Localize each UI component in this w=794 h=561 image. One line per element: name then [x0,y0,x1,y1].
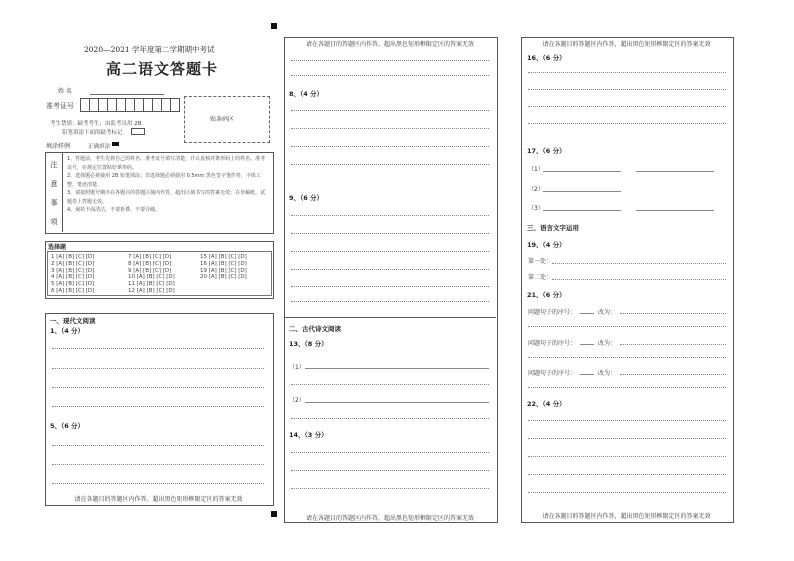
answer-line[interactable] [528,357,726,358]
answer-line[interactable] [291,164,489,165]
answer-line[interactable] [528,326,726,327]
mc-column-2[interactable]: 7 [A] [B] [C] [D] 8 [A] [B] [C] [D] 9 [A] [B] [C] [D] 10 [A] [B] [C] [D] 11 [A] [B] [C] [D] 12 [A] [B] [C] [D] [128,254,175,294]
exam-year: 2020—2021 学年度第二学期期中考试 [84,45,215,54]
answer-line[interactable] [291,384,489,385]
middle-header: 请在各题目的答题区内作答，超出黑色矩形框限定区的答案无效 [305,41,474,48]
q22-label: 22、（4 分） [527,400,566,408]
answer-line[interactable] [291,128,489,129]
q17-part1: （1） [528,166,544,173]
section-divider [284,317,496,318]
q14-label: 14、（3 分） [289,431,328,439]
answer-line[interactable] [291,251,489,252]
section1-box [45,313,274,506]
mc-title: 选择题 [48,244,67,251]
section3-title: 三、语言文字运用 [527,224,579,232]
answer-line[interactable] [580,313,594,314]
answer-line[interactable] [291,60,489,61]
left-footer: 请在各题目的答题区内作答，超出黑色矩形框限定区的答案无效 [74,496,243,503]
answer-line[interactable] [52,464,264,465]
answer-line[interactable] [291,269,489,270]
answer-line[interactable] [528,492,726,493]
answer-line[interactable] [620,374,726,375]
answer-line[interactable] [543,191,621,192]
q21-label: 21、（6 分） [527,291,566,299]
answer-line[interactable] [291,488,489,489]
answer-line[interactable] [52,406,264,407]
fix-label-2: 改为： [598,340,617,347]
notice-title: 注 意 事 项 [50,161,58,226]
answer-line[interactable] [52,368,264,369]
notice-divider [62,152,63,232]
section1-title: 一、现代文阅读 [50,317,96,325]
answer-line[interactable] [528,72,726,73]
answer-line[interactable] [291,75,489,76]
problem-label-1: 问题句子的序号： [528,309,577,316]
second-label: 第二处： [528,274,553,281]
answer-line[interactable] [52,483,264,484]
answer-line[interactable] [580,344,594,345]
fill-example-mark [112,142,119,146]
q8-label: 8、（4 分） [289,90,324,98]
answer-line[interactable] [52,387,264,388]
first-label: 第一处： [528,258,553,265]
right-box [521,37,734,523]
answer-line[interactable] [528,89,726,90]
answer-line[interactable] [552,279,726,280]
q5-label: 5、（6 分） [50,422,85,430]
answer-line[interactable] [620,313,726,314]
corner-mark [271,23,277,29]
q1-label: 1、（4 分） [50,327,85,335]
answer-line[interactable] [291,146,489,147]
answer-line[interactable] [528,474,726,475]
right-footer: 请在各题目的答题区内作答，超出黑色矩形框限定区的答案无效 [542,513,711,520]
answer-line[interactable] [620,344,726,345]
answer-line[interactable] [528,387,726,388]
name-label: 姓 名 [58,88,72,95]
notice-list: 1、答题前，考生先将自己的姓名、准考证号填写清楚，并认真核对条形码上的姓名、准考证号，在规定位置贴好条形码。 2、选择题必须使用 2B 铅笔填涂；非选择题必须使用 0.5mm 黑色签字笔作答，字体工整、笔迹清楚。 3、请按照题号顺序在各题目的答题区域内作答，超出区域书写的答案无效；在草稿纸、试题卷上答题无效。 4、保持卡面清洁，不要折叠，不要弄破。 [67,156,266,213]
answer-line[interactable] [543,210,621,211]
absent-mark-box[interactable] [131,128,145,135]
q13-part2: （2） [289,397,305,404]
mc-column-3[interactable]: 15 [A] [B] [C] [D] 16 [A] [B] [C] [D] 19 [A] [B] [C] [D] 20 [A] [B] [C] [D] [200,254,247,281]
q17-part3: （3） [528,205,544,212]
answer-line[interactable] [305,368,489,369]
section2-title: 二、古代诗文阅读 [289,325,341,333]
answer-line[interactable] [291,110,489,111]
answer-line[interactable] [636,210,714,211]
answer-line[interactable] [528,123,726,124]
q16-label: 16、（6 分） [527,54,566,62]
id-boxes[interactable] [80,98,180,112]
q17-label: 17、（6 分） [527,147,566,155]
answer-line[interactable] [291,452,489,453]
id-label: 准考证号 [46,102,74,110]
answer-line[interactable] [528,106,726,107]
answer-line[interactable] [543,171,621,172]
q13-label: 13、（8 分） [289,340,328,348]
answer-line[interactable] [528,438,726,439]
middle-footer: 请在各题目的答题区内作答，超出黑色矩形框限定区的答案无效 [305,515,474,522]
mc-column-1[interactable]: 1 [A] [B] [C] [D] 2 [A] [B] [C] [D] 3 [A] [B] [C] [D] 4 [A] [B] [C] [D] 5 [A] [B] [C] [D] 6 [A] [B] [C] [D] [51,254,95,294]
absent-tip-1: 考生禁填：缺考考生，由监考员用 2B [50,121,142,127]
q9-label: 9、（6 分） [289,194,324,202]
fill-example-label: 填涂样例 [46,143,71,150]
right-header: 请在各题目的答题区内作答，超出黑色矩形框限定区的答案无效 [542,41,711,48]
page-title: 高二语文答题卡 [106,60,219,78]
answer-line[interactable] [528,420,726,421]
answer-line[interactable] [52,348,264,349]
barcode-label: 贴条码区 [210,116,235,123]
answer-line[interactable] [52,445,264,446]
answer-line[interactable] [580,374,594,375]
answer-line[interactable] [291,301,489,302]
q13-part1: （1） [289,364,305,371]
q17-part2: （2） [528,186,544,193]
fix-label-1: 改为： [598,309,617,316]
problem-label-2: 问题句子的序号： [528,340,577,347]
q19-label: 19、（4 分） [527,241,566,249]
answer-line[interactable] [291,470,489,471]
answer-line[interactable] [291,233,489,234]
absent-tip-2: 铅笔填涂下面的缺考标记 [62,130,123,136]
answer-line[interactable] [552,263,726,264]
answer-line[interactable] [291,286,489,287]
fix-label-3: 改为： [598,370,617,377]
answer-line[interactable] [291,215,489,216]
corner-mark [271,511,277,517]
answer-line[interactable] [636,171,714,172]
problem-label-3: 问题句子的序号： [528,370,577,377]
answer-line[interactable] [305,402,489,403]
fill-example-text: 正确填涂 [88,144,111,150]
answer-line[interactable] [291,418,489,419]
answer-line[interactable] [528,456,726,457]
name-field[interactable] [90,94,164,95]
